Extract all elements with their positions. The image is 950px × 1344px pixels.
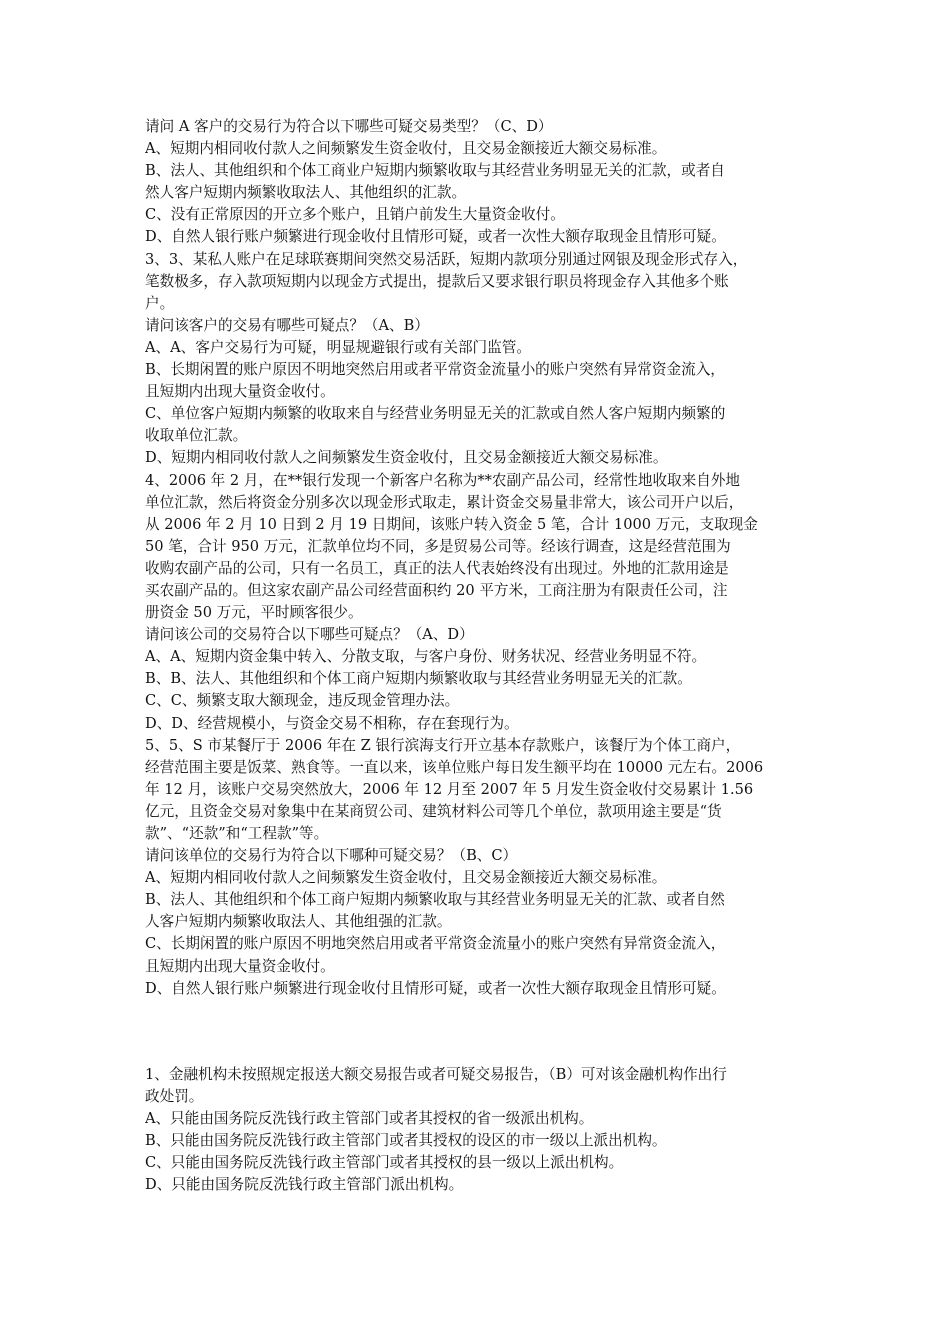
- text-line: 经营范围主要是饭菜、熟食等。一直以来，该单位账户每日发生额平均在 10000 元左右。2006: [145, 758, 764, 776]
- text-line: 笔数极多，存入款项短期内以现金方式提出，提款后又要求银行职员将现金存入其他多个账: [145, 272, 729, 290]
- text-line: 4、2006 年 2 月，在**银行发现一个新客户名称为**农副产品公司，经常性地收取来自外地: [145, 471, 741, 489]
- text-line: A、A、短期内资金集中转入、分散支取，与客户身份、财务状况、经营业务明显不符。: [145, 648, 707, 666]
- text-line: 5、5、S 市某餐厅于 2006 年在 Z 银行滨海支行开立基本存款账户，该餐厅为个体工商户，: [145, 736, 741, 754]
- text-line: 请问该公司的交易符合以下哪些可疑点？（A、D）: [145, 626, 474, 644]
- text-line: D、短期内相同收付款人之间频繁发生资金收付，且交易金额接近大额交易标准。: [145, 449, 668, 467]
- text-line: A、短期内相同收付款人之间频繁发生资金收付，且交易金额接近大额交易标准。: [145, 869, 667, 887]
- text-line: 款”、“还款”和“工程款”等。: [145, 825, 329, 842]
- text-line: 且短期内出现大量资金收付。: [145, 957, 335, 975]
- text-line: 年 12 月，该账户交易突然放大，2006 年 12 月至 2007 年 5 月发生资金收付交易累计 1.56: [145, 780, 754, 798]
- text-line: 册资金 50 万元，平时顾客很少。: [145, 604, 363, 622]
- text-line: 亿元，且资金交易对象集中在某商贸公司、建筑材料公司等几个单位，款项用途主要是“货: [145, 802, 722, 820]
- text-line: C、长期闲置的账户原因不明地突然启用或者平常资金流量小的账户突然有异常资金流入，: [145, 935, 726, 953]
- text-line: D、只能由国务院反洗钱行政主管部门派出机构。: [145, 1176, 464, 1194]
- text-line: 买农副产品的。但这家农副产品公司经营面积约 20 平方米，工商注册为有限责任公司，注: [145, 581, 728, 599]
- text-line: 50 笔，合计 950 万元，汇款单位均不同，多是贸易公司等。经该行调查，这是经营范围为: [145, 537, 731, 555]
- text-line: C、C、频繁支取大额现金，违反现金管理办法。: [145, 692, 460, 710]
- text-line: 政处罚。: [145, 1088, 204, 1106]
- text-line: C、没有正常原因的开立多个账户，且销户前发生大量资金收付。: [145, 206, 565, 224]
- text-line: B、只能由国务院反洗钱行政主管部门或者其授权的设区的市一级以上派出机构。: [145, 1132, 667, 1150]
- text-line: 1、金融机构未按照规定报送大额交易报告或者可疑交易报告，（B）可对该金融机构作出行: [145, 1066, 727, 1083]
- text-line: B、B、法人、其他组织和个体工商户短期内频繁收取与其经营业务明显无关的汇款。: [145, 670, 692, 688]
- text-line: 请问该客户的交易有哪些可疑点？（A、B）: [145, 316, 429, 334]
- text-line: D、自然人银行账户频繁进行现金收付且情形可疑，或者一次性大额存取现金且情形可疑。: [145, 979, 726, 997]
- text-line: 且短期内出现大量资金收付。: [145, 383, 335, 401]
- text-line: 请问 A 客户的交易行为符合以下哪些可疑交易类型？（C、D）: [145, 118, 553, 135]
- text-line: A、短期内相同收付款人之间频繁发生资金收付，且交易金额接近大额交易标准。: [145, 140, 667, 158]
- text-line: 从 2006 年 2 月 10 日到 2 月 19 日期间，该账户转入资金 5 笔，合计 1000 万元，支取现金: [145, 515, 758, 533]
- text-line: A、A、客户交易行为可疑，明显规避银行或有关部门监管。: [145, 338, 531, 356]
- text-line: 单位汇款，然后将资金分别多次以现金形式取走，累计资金交易量非常大，该公司开户以后，: [145, 493, 744, 511]
- text-line: B、法人、其他组织和个体工商户短期内频繁收取与其经营业务明显无关的汇款、或者自然: [145, 891, 725, 909]
- text-line: 请问该单位的交易行为符合以下哪种可疑交易？（B、C）: [145, 847, 518, 865]
- penalty-question-section: [145, 1064, 813, 1197]
- text-line: 户。: [145, 294, 175, 312]
- text-line: 收购农副产品的公司，只有一名员工，真正的法人代表始终没有出现过。外地的汇款用途是: [145, 559, 729, 577]
- text-line: 然人客户短期内频繁收取法人、其他组织的汇款。: [145, 184, 467, 202]
- text-line: A、只能由国务院反洗钱行政主管部门或者其授权的省一级派出机构。: [145, 1110, 594, 1128]
- text-line: 3、3、某私人账户在足球联赛期间突然交易活跃，短期内款项分别通过网银及现金形式存入，: [145, 250, 748, 268]
- text-line: 收取单位汇款。: [145, 427, 248, 445]
- text-line: D、D、经营规模小，与资金交易不相称，存在套现行为。: [145, 714, 519, 732]
- text-line: C、单位客户短期内频繁的收取来自与经营业务明显无关的汇款或自然人客户短期内频繁的: [145, 405, 726, 423]
- text-line: C、只能由国务院反洗钱行政主管部门或者其授权的县一级以上派出机构。: [145, 1154, 624, 1172]
- case-questions-section: [145, 116, 813, 1000]
- text-line: B、长期闲置的账户原因不明地突然启用或者平常资金流量小的账户突然有异常资金流入，: [145, 361, 725, 379]
- text-line: D、自然人银行账户频繁进行现金收付且情形可疑，或者一次性大额存取现金且情形可疑。: [145, 228, 726, 246]
- text-line: 人客户短期内频繁收取法人、其他组强的汇款。: [145, 913, 452, 931]
- text-line: B、法人、其他组织和个体工商业户短期内频繁收取与其经营业务明显无关的汇款，或者自: [145, 162, 725, 180]
